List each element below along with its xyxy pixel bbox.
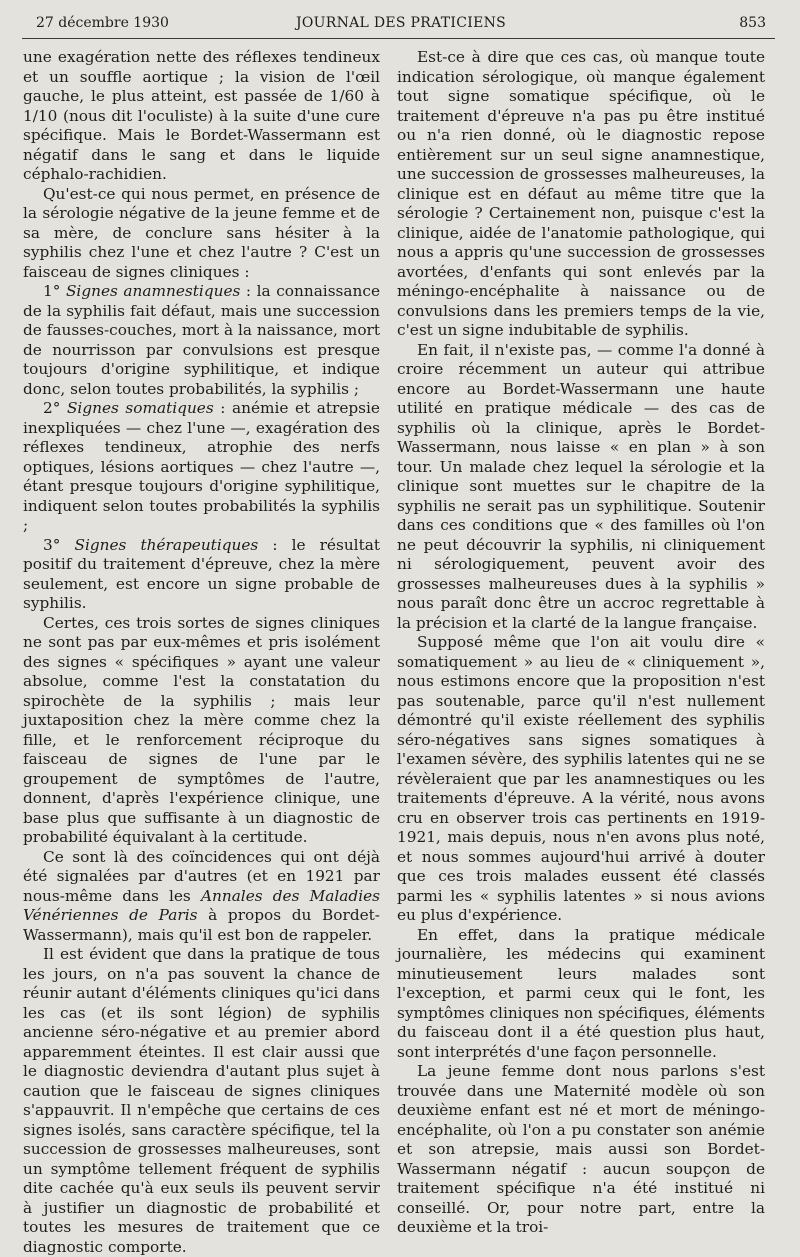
paragraph: En fait, il n'existe pas, — comme l'a donné à croire récemment un auteur qui attribue encore au Bordet-Wassermann une haute utilité en pratique médicale — des cas de syphilis où la clinique, après le Bordet-Wassermann, nous laisse « en plan » à son tour. Un malade chez lequel la sérologie et la clinique sont muettes sur le chapitre de la syphilis ne serait pas un syphilitique. Soutenir dans ces conditions que « des familles où l'on ne peut découvrir la syphilis, ni cliniquement ni sérologiquement, peuvent avoir des grossesses malheureuses dues à la syphilis » nous paraît donc être un accroc regrettable à la précision et la clarté de la langue française. <box>397 340 765 632</box>
header-date: 27 décembre 1930 <box>36 15 169 31</box>
cited-journal-title: Annales des Maladies Vénériennes de Paris <box>23 886 380 924</box>
item-title: Signes somatiques <box>66 399 214 417</box>
paragraph: une exagération nette des réflexes tendineux et un souffle aortique ; la vision de l'œil gauche, le plus atteint, est passée de 1/60 à 1/10 (nous dit l'oculiste) à la suite d'une cure spécifique. Mais le Bordet-Wassermann est négatif dans le sang et dans le liquide céphalo-rachidien. <box>23 48 380 183</box>
item-text: : anémie et atrepsie inexpliquées — chez l'une —, exagération des réflexes tendineux, atrophie des nerfs optiques, lésions aortiques — chez l'autre —, étant presque toujours d'origine syphilitique, indiquent selon toutes probabilités la syphilis ; <box>23 399 380 534</box>
header-rule <box>22 38 775 39</box>
item-title: Signes thérapeutiques <box>74 535 259 554</box>
paragraph: Supposé même que l'on ait voulu dire « somatiquement » au lieu de « cliniquement », nous estimons encore que la proposition n'est pas soutenable, parce qu'il n'est nullement démontré qu'il existe réellement des syphilis séro-négatives sans signes somatiques à l'examen sévère, des syphilis latentes qui ne se révèleraient que par les anamnestiques ou les traitements d'épreuve. A la vérité, nous avons cru en observer trois cas pertinents en 1919-1921, mais depuis, nous n'en avons plus noté, et nous sommes aujourd'hui arrivé à douter que ces trois malades eussent été classés parmi les « syphilis latentes » si nous avions eu plus d'expérience. <box>397 633 765 924</box>
list-item-somatic <box>23 399 380 536</box>
left-column <box>23 48 380 1257</box>
item-number: 2° <box>43 399 61 417</box>
item-title: Signes anamnestiques <box>65 282 241 300</box>
paragraph: En effet, dans la pratique médicale journalière, les médecins qui examinent minutieusement leurs malades sont l'exception, et parmi ceux qui le font, les symptômes cliniques non spécifiques, éléments du faisceau dont il a été question plus haut, sont interprétés d'une façon personnelle. <box>397 925 765 1061</box>
list-item-anamnestic <box>23 282 380 399</box>
paragraph: Est-ce à dire que ces cas, où manque toute indication sérologique, où manque également tout signe somatique spécifique, où le traitement d'épreuve n'a pas pu être institué ou n'a rien donné, où le diagnostic repose entièrement sur un seul signe anamnestique, une succession de grossesses malheureuses, la clinique est en défaut au même titre que la sérologie ? Certainement non, puisque c'est la clinique, aidée de l'anatomie pathologique, qui nous a appris qu'une succession de grossesses avortées, d'enfants qui sont enlevés par la méningo-encéphalite à naissance ou de convulsions dans les premiers temps de la vie, c'est un signe indubitable de syphilis. <box>397 48 765 339</box>
right-column <box>397 48 765 1238</box>
paragraph-text: à propos du Bordet-Wassermann), mais qu'il est bon de rappeler. <box>23 906 380 944</box>
paragraph <box>23 848 380 946</box>
running-header <box>36 15 766 37</box>
item-number: 3° <box>43 535 61 554</box>
item-text: : la connaissance de la syphilis fait défaut, mais une succession de fausses-couches, mort à la naissance, mort de nourrisson par convulsions est presque toujours d'origine syphilitique, et indique donc, selon toutes probabilités, la syphilis ; <box>23 282 380 398</box>
list-item-therapeutic <box>23 536 380 614</box>
paragraph: Certes, ces trois sortes de signes cliniques ne sont pas par eux-mêmes et pris isolément des signes « spécifiques » ayant une valeur absolue, comme l'est la constatation du spirochète de la syphilis ; mais leur juxtaposition chez la mère comme chez la fille, et le renforcement réciproque du faisceau de signes de l'une par le groupement de symptômes de l'autre, donnent, d'après l'expérience clinique, une base plus que suffisante à un diagnostic de probabilité équivalant à la certitude. <box>23 613 380 846</box>
paragraph: La jeune femme dont nous parlons s'est trouvée dans une Maternité modèle où son deuxième enfant est né et mort de méningo-encéphalite, où l'on a pu constater son anémie et son atrepsie, mais aussi son Bordet-Wassermann négatif : aucun soupçon de traitement spécifique n'a été institué ni conseillé. Or, pour notre part, entre la deuxième et la troi- <box>397 1062 765 1236</box>
paragraph: Qu'est-ce qui nous permet, en présence de la sérologie négative de la jeune femme et de sa mère, de conclure sans hésiter à la syphilis chez l'une et chez l'autre ? C'est un faisceau de signes cliniques : <box>23 184 380 281</box>
page-number: 853 <box>739 15 766 31</box>
paragraph: Il est évident que dans la pratique de tous les jours, on n'a pas souvent la chance de réunir autant d'éléments cliniques qu'ici dans les cas (et ils sont légion) de syphilis ancienne séro-négative et au premier abord apparemment éteintes. Il est clair aussi que le diagnostic deviendra d'autant plus sujet à caution que le faisceau de signes cliniques s'appauvrit. Il n'empêche que certains de ces signes isolés, sans caractère spécifique, tel la succession de grossesses malheureuses, sont un symptôme tellement fréquent de syphilis dite cachée qu'à eux seuls ils peuvent servir à justifier un diagnostic de probabilité et toutes les mesures de traitement que ce diagnostic comporte. <box>23 945 380 1256</box>
paragraph-text: Ce sont là des coïncidences qui ont déjà été signalées par d'autres (et en 1921 par nous-même dans les <box>23 847 380 905</box>
item-number: 1° <box>43 282 61 300</box>
journal-title: JOURNAL DES PRATICIENS <box>295 15 507 31</box>
item-text: : le résultat positif du traitement d'épreuve, chez la mère seulement, est encore un signe probable de syphilis. <box>23 535 380 612</box>
